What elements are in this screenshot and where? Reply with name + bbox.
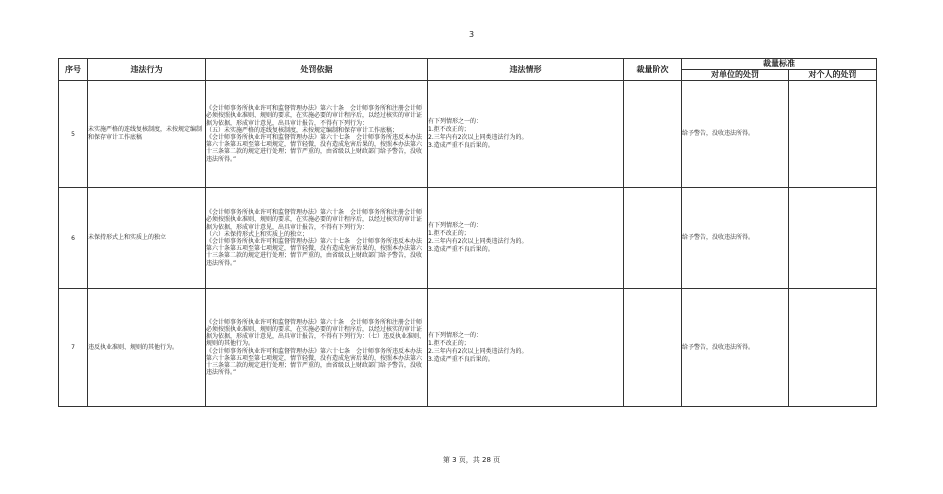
cell-level	[624, 289, 682, 407]
cell-no: 5	[59, 81, 88, 188]
table-row	[59, 81, 877, 188]
penalty-table	[58, 58, 877, 407]
cell-unit-penalty: 给予警告，没收违法所得。	[682, 81, 789, 188]
header-person: 对个人的处罚	[789, 70, 877, 81]
cell-no: 6	[59, 188, 88, 289]
header-act: 违法行为	[88, 59, 206, 81]
cell-circumstance: 有下列情形之一的： 1.拒不改正的； 2.三年内有2次以上同类违法行为的。 3.造成严重不良后果的。	[428, 81, 624, 188]
header-unit: 对单位的处罚	[682, 70, 789, 81]
cell-act: 违反执业准则、规则的其他行为。	[88, 289, 206, 407]
cell-circumstance: 有下列情形之一的： 1.拒不改正的； 2.三年内有2次以上同类违法行为的。 3.造成严重不良后果的。	[428, 188, 624, 289]
cell-level	[624, 81, 682, 188]
cell-person-penalty	[789, 289, 877, 407]
cell-basis: 《会计师事务所执业许可和监督管理办法》第六十条 会计师事务所和注册会计师必须按照执业准则、规则的要求，在实施必要的审计程序后，以经过核实的审计证据为依据，形成审计意见，出具审计报告，不得有下列行为： （六）未保持形式上和实质上的独立； 《会计师事务所执业许可和监督管理办法》第六十七条 会计师事务所违反本办法第六十条第五项至第七项规定，情节轻微，没有造成危害后果的，按照本办法第六十三条第二款的规定进行处理；情节严重的，由省级以上财政部门给予警告，没收违法所得。”	[206, 188, 428, 289]
cell-unit-penalty: 给予警告，没收违法所得。	[682, 188, 789, 289]
page-footer: 第 3 页，共 28 页	[442, 456, 501, 464]
page-number-top: 3	[468, 30, 475, 39]
cell-act: 未保持形式上和实质上的独立	[88, 188, 206, 289]
cell-person-penalty	[789, 188, 877, 289]
header-standard: 裁量标准	[682, 59, 877, 70]
cell-no: 7	[59, 289, 88, 407]
cell-act: 未实施严格的连线复核制度，未按规定编制和保存审计工作底稿	[88, 81, 206, 188]
table-row	[59, 188, 877, 289]
cell-level	[624, 188, 682, 289]
cell-basis: 《会计师事务所执业许可和监督管理办法》第六十条 会计师事务所和注册会计师必须按照执业准则、规则的要求，在实施必要的审计程序后，以经过核实的审计证据为依据，形成审计意见，出具审计报告，不得有下列行为： （五）未实施严格的连线复核制度，未按规定编制和保存审计工作底稿； 《会计师事务所执业许可和监督管理办法》第六十七条 会计师事务所违反本办法第六十条第五项至第七项规定，情节轻微，没有造成危害后果的，按照本办法第六十三条第二款的规定进行处理；情节严重的，由省级以上财政部门给予警告，没收违法所得。”	[206, 81, 428, 188]
header-circumstance: 违法情形	[428, 59, 624, 81]
cell-basis: 《会计师事务所执业许可和监督管理办法》第六十条 会计师事务所和注册会计师必须按照执业准则、规则的要求，在实施必要的审计程序后，以经过核实的审计证据为依据，形成审计意见，出具审计报告，不得有下列行为：（七）违反执业准则、规则的其他行为。 《会计师事务所执业许可和监督管理办法》第六十七条 会计师事务所违反本办法第六十条第五项至第七项规定，情节轻微，没有造成危害后果的，按照本办法第六十三条第二款的规定进行处理；情节严重的，由省级以上财政部门给予警告，没收违法所得。”	[206, 289, 428, 407]
cell-circumstance: 有下列情形之一的： 1.拒不改正的； 2.三年内有2次以上同类违法行为的。 3.造成严重不良后果的。	[428, 289, 624, 407]
header-level: 裁量阶次	[624, 59, 682, 81]
cell-unit-penalty: 给予警告，没收违法所得。	[682, 289, 789, 407]
header-basis: 处罚依据	[206, 59, 428, 81]
table-row	[59, 289, 877, 407]
header-no: 序号	[59, 59, 88, 81]
cell-person-penalty	[789, 81, 877, 188]
